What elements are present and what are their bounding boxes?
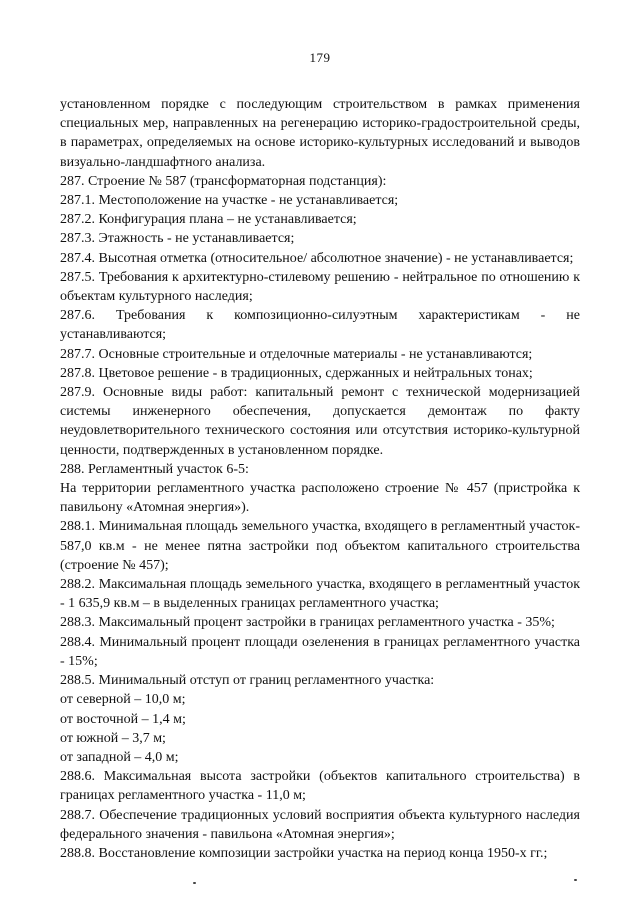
list-item: от восточной – 1,4 м; (60, 711, 186, 727)
paragraph: установленном порядке с последующим строительством в рамках применения специальных мер, направленных на регенерацию историко-градостроительной среды, в параметрах, определяемых на основе историко-культурных исследований и выводов визуально-ландшафтного анализа. (60, 97, 580, 170)
paragraph: На территории регламентного участка расположено строение № 457 (пристройка к павильону «Атомная энергия»). (60, 481, 580, 516)
paragraph: 287.3. Этажность - не устанавливается; (60, 231, 295, 247)
list-item: от южной – 3,7 м; (60, 730, 166, 746)
paragraph: 288.1. Минимальная площадь земельного участка, входящего в регламентный участок- 587,0 кв.м - не менее пятна застройки под объектом капитального строительства (строение № 457); (60, 519, 580, 573)
paragraph: 287.5. Требования к архитектурно-стилевому решению - нейтральное по отношению к объектам культурного наследия; (60, 269, 580, 305)
scan-speck (193, 882, 196, 884)
paragraph: 287.7. Основные строительные и отделочные материалы - не устанавливаются; (60, 346, 533, 362)
paragraph: 287.1. Местоположение на участке - не устанавливается; (60, 193, 399, 209)
paragraph: 288.6. Максимальная высота застройки (объектов капитального строительства) в границах регламентного участка - 11,0 м; (60, 769, 580, 804)
paragraph: 287.6. Требования к композиционно-силуэтным характеристикам - не устанавливаются; (60, 308, 580, 343)
page-number: 179 (309, 50, 331, 65)
paragraph: 288.3. Максимальный процент застройки в границах регламентного участка - 35%; (60, 615, 555, 631)
paragraph: 287.9. Основные виды работ: капитальный ремонт с технической модернизацией системы инженерного обеспечения, допускается демонтаж по факту неудовлетворительного технического состояния или отсутствия историко-культурной ценности, подтвержденных в установленном порядке. (60, 385, 580, 458)
paragraph: 288.5. Минимальный отступ от границ регламентного участка: (60, 673, 435, 689)
list-item: от западной – 4,0 м; (60, 749, 179, 765)
paragraph: 288.8. Восстановление композиции застройки участка на период конца 1950-х гг.; (60, 845, 548, 861)
paragraph: 287.8. Цветовое решение - в традиционных, сдержанных и нейтральных тонах; (60, 365, 533, 381)
paragraph: 288.7. Обеспечение традиционных условий восприятия объекта культурного наследия федерального значения - павильона «Атомная энергия»; (60, 807, 580, 842)
list-item: от северной – 10,0 м; (60, 692, 186, 708)
paragraph: 287.2. Конфигурация плана – не устанавливается; (60, 212, 357, 228)
paragraph: 288.4. Минимальный процент площади озеленения в границах регламентного участка - 15%; (60, 634, 580, 669)
section-heading: 287. Строение № 587 (трансформаторная подстанция): (60, 173, 387, 189)
page-body (60, 95, 580, 863)
section-heading: 288. Регламентный участок 6-5: (60, 461, 249, 477)
scan-speck (574, 879, 577, 881)
paragraph: 287.4. Высотная отметка (относительное/ абсолютное значение) - не устанавливается; (60, 250, 574, 266)
paragraph: 288.2. Максимальная площадь земельного участка, входящего в регламентный участок - 1 635,9 кв.м – в выделенных границах регламентного участка; (60, 577, 580, 612)
